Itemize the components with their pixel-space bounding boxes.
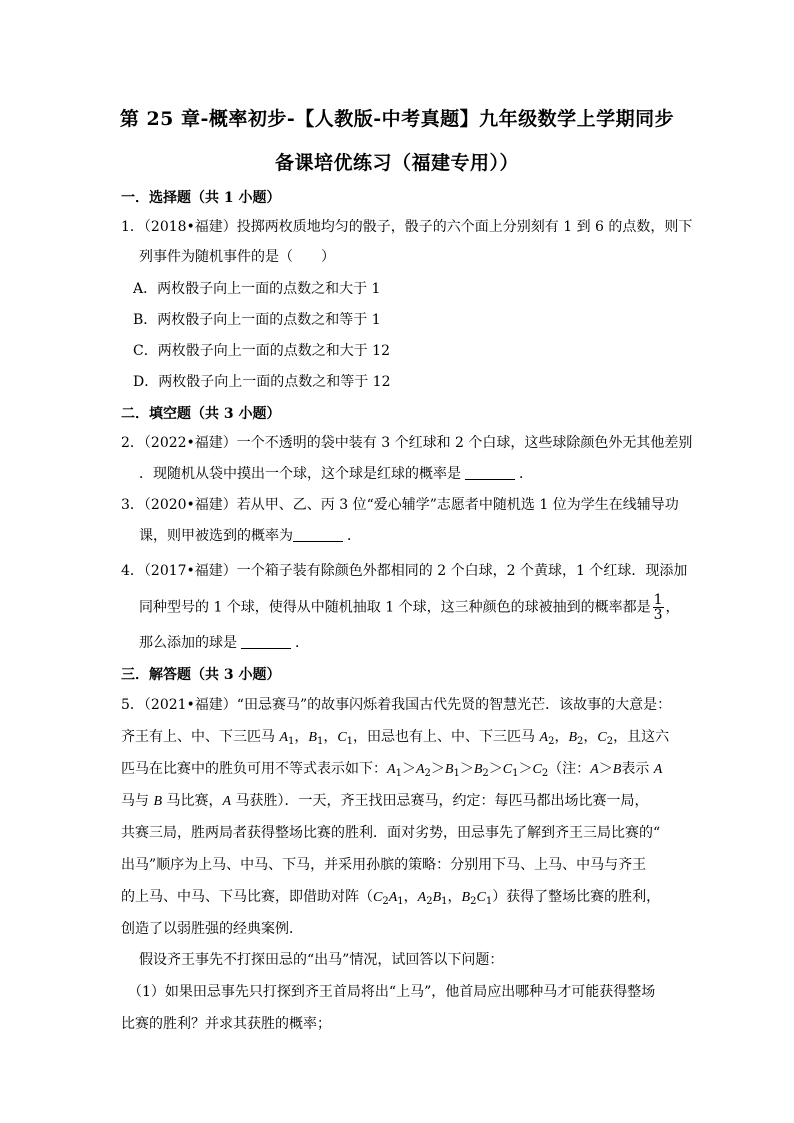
q5-line5: 共赛三局，胜两局者获得整场比赛的胜利．面对劣势，田忌事先了解到齐王三局比赛的“: [121, 825, 661, 841]
q2-line2-end: ．: [519, 466, 533, 482]
q5-line3-c: 表示: [621, 761, 654, 777]
q5-line4-c: 马获胜）．一天，齐王找田忌赛马，约定：每匹马都出场比赛一局，: [231, 793, 649, 809]
q5-line1: 5．（2021•福建）“田忌赛马”的故事闪烁着我国古代先贤的智慧光芒．该故事的大意是：: [121, 697, 672, 713]
q4-fraction-denominator: 3: [653, 607, 663, 623]
q1-line1: 1．（2018•福建）投掷两枚质地均匀的骰子，骰子的六个面上分别刻有 1 到 6 的点数，则下: [121, 219, 693, 235]
q5-line2-a: 齐王有上、中、下三匹马: [121, 729, 280, 745]
q4-line3: [139, 633, 309, 653]
q3-line2-end: ．: [347, 528, 361, 544]
q2-line2-text: ．现随机从袋中摸出一个球，这个球是红球的概率是: [139, 466, 461, 482]
section-heading-solve: 三．解答题（共 3 小题）: [121, 667, 281, 683]
q1-option-b: B．两枚骰子向上一面的点数之和等于 1: [133, 312, 381, 328]
q3-line1: 3．（2020•福建）若从甲、乙、丙 3 位“爱心辅学”志愿者中随机选 1 位为学生在线辅导功: [121, 497, 679, 513]
q1-line2: 列事件为随机事件的是（ ）: [139, 249, 335, 265]
q5-subquestion1-line2: 比赛的胜利？并求其获胜的概率；: [121, 1016, 331, 1032]
q5-line7: 的上马、中马、下马比赛，即借助对阵（$C_2A_1$，$A_2B_1$，$B_2C_1$）获得了整场比赛的胜利，: [121, 889, 661, 907]
q5-line4-b: 马比赛，: [162, 793, 223, 809]
q4-line3-end: ．: [295, 635, 309, 651]
q4-fraction: [653, 593, 664, 622]
q1-option-c: C．两枚骰子向上一面的点数之和大于 12: [133, 343, 390, 359]
q5-line3-a: 匹马在比赛中的胜负可用不等式表示如下：: [121, 761, 387, 777]
q4-line2: [139, 593, 680, 622]
q4-fraction-numerator: 1: [653, 592, 663, 608]
q5-line3-b: （注：: [548, 761, 591, 777]
q5-line8: 创造了以弱胜强的经典案例．: [121, 921, 303, 937]
q5-line3: 匹马在比赛中的胜负可用不等式表示如下：$A_1>A_2>B_1>B_2>C_1>C_2$（注：A＞B表示 A: [121, 761, 663, 779]
q4-line1: 4．（2017•福建）一个箱子装有除颜色外都相同的 2 个白球，2 个黄球，1 个红球．现添加: [121, 563, 688, 579]
q4-answer-blank: [241, 634, 291, 649]
q2-answer-blank: [465, 465, 515, 480]
q4-line2-text: 同种型号的 1 个球，使得从中随机抽取 1 个球，这三种颜色的球被抽到的概率都是: [139, 599, 651, 616]
page-title-line2: 备课培优练习（福建专用））: [274, 152, 519, 174]
q5-line6: 出马”顺序为上马、中马、下马，并采用孙膑的策略：分别用下马、上马、中马与齐王: [121, 857, 647, 873]
page-title-line1: 第 25 章-概率初步-【人教版-中考真题】九年级数学上学期同步: [119, 108, 675, 130]
q5-line9: 假设齐王事先不打探田忌的“出马”情况，试回答以下问题：: [139, 952, 504, 968]
q5-line2-b: ，田忌也有上、中、下三匹马: [353, 729, 540, 745]
q2-line1: 2．（2022•福建）一个不透明的袋中装有 3 个红球和 2 个白球，这些球除颜色外无其他差别: [121, 435, 693, 451]
q5-line4: 马与 B 马比赛，A 马获胜）．一天，齐王找田忌赛马，约定：每匹马都出场比赛一局，: [121, 793, 649, 809]
q5-line2-c: ，且这六: [613, 729, 670, 745]
q4-line3-text: 那么添加的球是: [139, 635, 237, 651]
q3-line2-text: 课，则甲被选到的概率为: [139, 528, 293, 544]
q5-line4-a: 马与: [121, 793, 154, 809]
q1-option-a: A．两枚骰子向上一面的点数之和大于 1: [133, 281, 381, 297]
q1-option-d: D．两枚骰子向上一面的点数之和等于 12: [133, 374, 391, 390]
q5-subquestion1-line1: （1）如果田忌事先只打探到齐王首局将出“上马”，他首局应出哪种马才可能获得整场: [128, 984, 656, 1000]
q3-line2: [139, 526, 361, 546]
section-heading-choice: 一．选择题（共 1 小题）: [121, 190, 281, 206]
q5-line2: 齐王有上、中、下三匹马 $A_1$，$B_1$，$C_1$，田忌也有上、中、下三匹马 $A_2$，$B_2$，$C_2$，且这六: [121, 729, 670, 747]
q5-line7-a: 的上马、中马、下马比赛，即借助对阵（: [121, 889, 373, 905]
q4-line2-end: ，: [665, 599, 680, 616]
q2-line2: [139, 464, 533, 484]
q3-answer-blank: [293, 527, 343, 542]
q5-line7-b: ）获得了整场比赛的胜利，: [492, 889, 661, 905]
section-heading-fill: 二．填空题（共 3 小题）: [121, 406, 281, 422]
